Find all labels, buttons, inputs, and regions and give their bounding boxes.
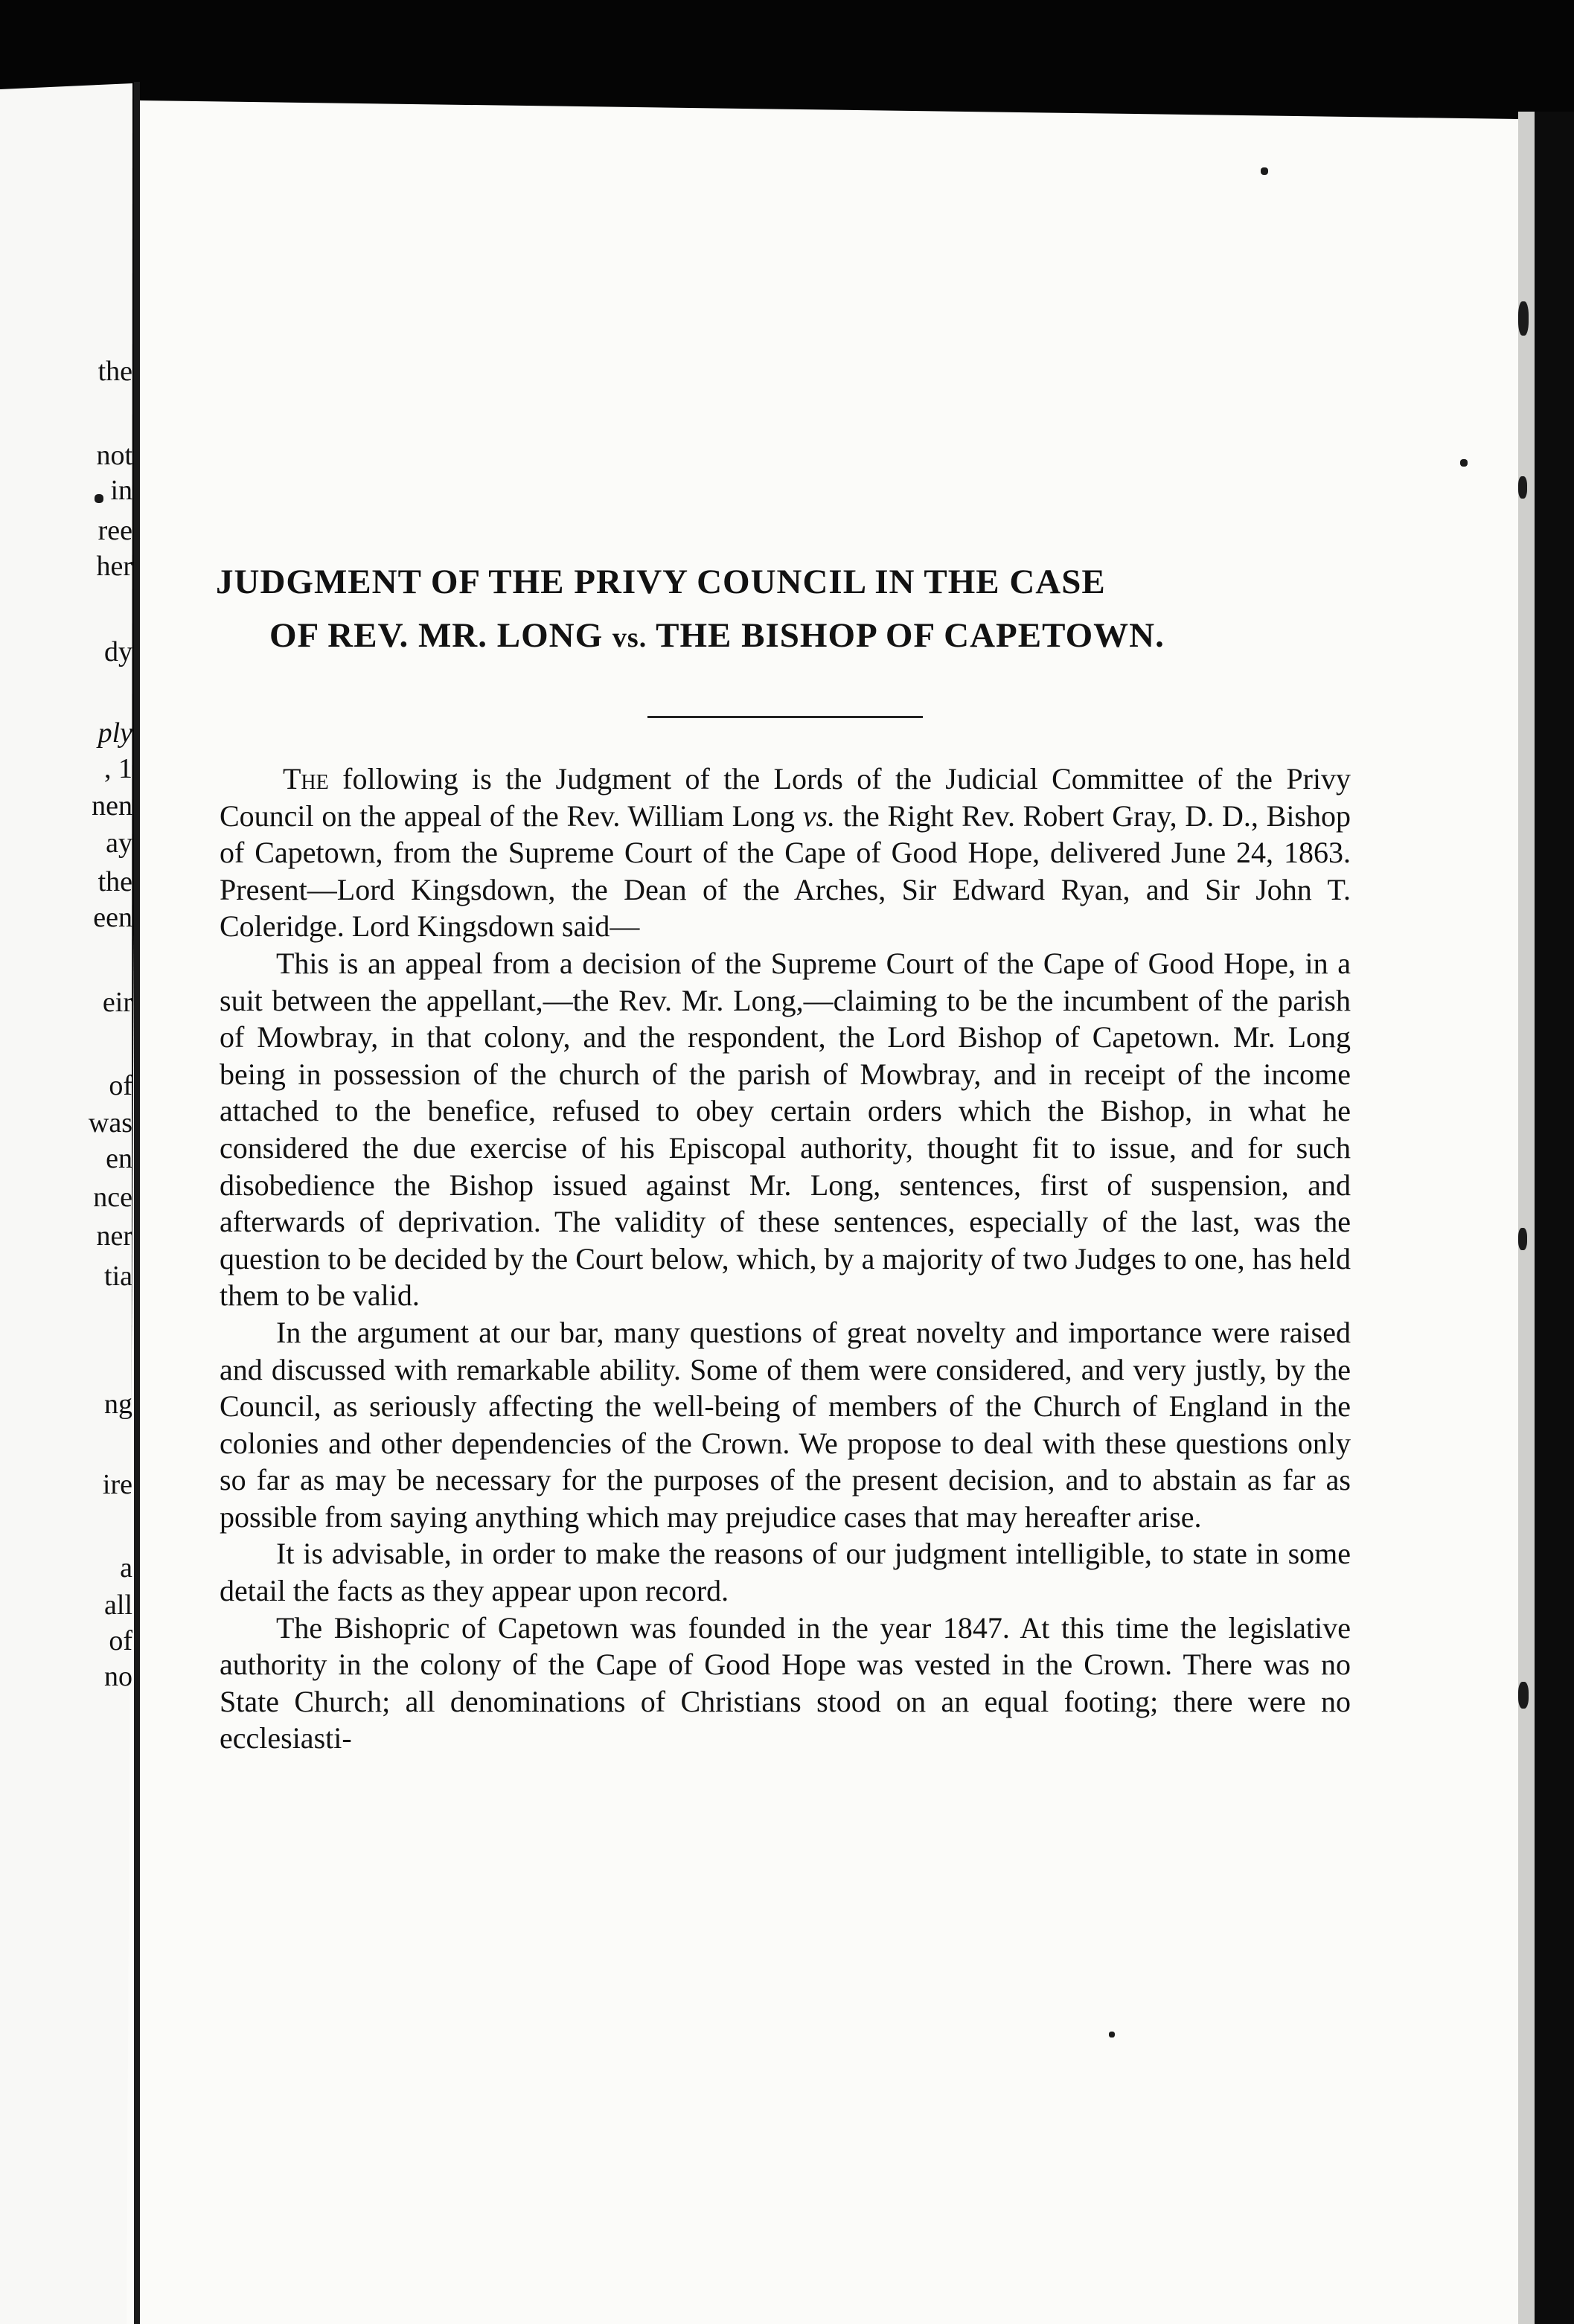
left-fragment: ree (97, 515, 132, 546)
left-fragment: een (93, 902, 132, 933)
spine-speck (1518, 301, 1529, 336)
left-fragment: , 1 (104, 753, 132, 784)
left-fragment: ire (102, 1469, 132, 1500)
left-fragment: the (97, 866, 132, 897)
left-fragment: nce (93, 1182, 132, 1213)
title-line-1: JUDGMENT OF THE PRIVY COUNCIL IN THE CASE (216, 563, 1106, 601)
left-fragment: ner (96, 1220, 132, 1252)
left-fragment: of (109, 1625, 132, 1656)
left-fragment: ng (104, 1389, 132, 1420)
left-fragment: no (104, 1661, 132, 1692)
left-fragment: a (120, 1552, 132, 1584)
title-line-2: OF REV. MR. LONG vs. THE BISHOP OF CAPETOWN. (269, 616, 1165, 655)
paragraph-facts: It is advisable, in order to make the reasons of our judgment intelligible, to state in some detail the facts as they appear upon record. (220, 1537, 1351, 1608)
spine-speck (1518, 1228, 1527, 1250)
paragraph-argument: In the argument at our bar, many questions of great novelty and importance were raised and discussed with remarkable ability. Some of them were considered, and very justly, by the Council, as seriously affecting the well-being of members of the Church of England in the colonies and other dependencies of the Crown. We propose to deal with these questions only so far as may be necessary for the purposes of the present decision, and to abstain as far as possible from saying anything which may prejudice cases that may hereafter arise. (220, 1315, 1351, 1534)
left-fragment: in (110, 475, 132, 506)
left-fragment: her (96, 551, 132, 582)
left-fragment: eir (102, 987, 132, 1018)
left-fragment: dy (104, 636, 132, 668)
ink-speck (1261, 167, 1268, 175)
document-title (216, 555, 1377, 665)
left-fragment: tia (104, 1261, 132, 1292)
left-fragment: not (96, 440, 132, 471)
paragraph-intro: The following is the Judgment of the Lords of the Judicial Committee of the Privy Council on the appeal of the Rev. William Long vs. the Right Rev. Robert Gray, D. D., Bishop of Capetown, from the Supreme Court of the Cape of Good Hope, delivered June 24, 1863. Present—Lord Kingsdown, the Dean of the Arches, Sir Edward Ryan, and Sir John T. Coleridge. Lord Kingsdown said— (220, 762, 1351, 944)
left-fragment: all (104, 1590, 132, 1621)
left-fragment: ay (106, 828, 132, 859)
ink-speck (1460, 459, 1468, 467)
ink-speck (1109, 2032, 1115, 2037)
left-fragment: ply (97, 717, 132, 749)
paragraph-bishopric: The Bishopric of Capetown was founded in the year 1847. At this time the legislative authority in the colony of the Cape of Good Hope was vested in the Crown. There was no State Church; all denominations of Christians stood on an equal footing; there were no ecclesiasti- (220, 1610, 1351, 1755)
spine-speck (1518, 1682, 1529, 1709)
judgment-body (220, 761, 1351, 1757)
left-fragment: of (109, 1070, 132, 1101)
title-divider (647, 716, 923, 718)
left-fragment: nen (92, 790, 132, 822)
left-fragment: was (88, 1107, 132, 1139)
spine-speck (1518, 476, 1527, 499)
left-fragment: the (97, 356, 132, 387)
left-fragment: en (106, 1143, 132, 1174)
paragraph-appeal: This is an appeal from a decision of the Supreme Court of the Cape of Good Hope, in a suit between the appellant,—the Rev. Mr. Long,—claiming to be the incumbent of the parish of Mowbray, in that colony, and the respondent, the Lord Bishop of Capetown. Mr. Long being in possession of the church of the parish of Mowbray, and in receipt of the income attached to the benefice, refused to obey certain orders which the Bishop, in what he considered the due exercise of his Episcopal authority, thought fit to issue, and for such disobedience the Bishop issued against Mr. Long, sentences, first of suspension, and afterwards of deprivation. The validity of these sentences, especially of the last, was the question to be decided by the Court below, which, by a majority of two Judges to one, has held them to be valid. (220, 946, 1351, 1313)
